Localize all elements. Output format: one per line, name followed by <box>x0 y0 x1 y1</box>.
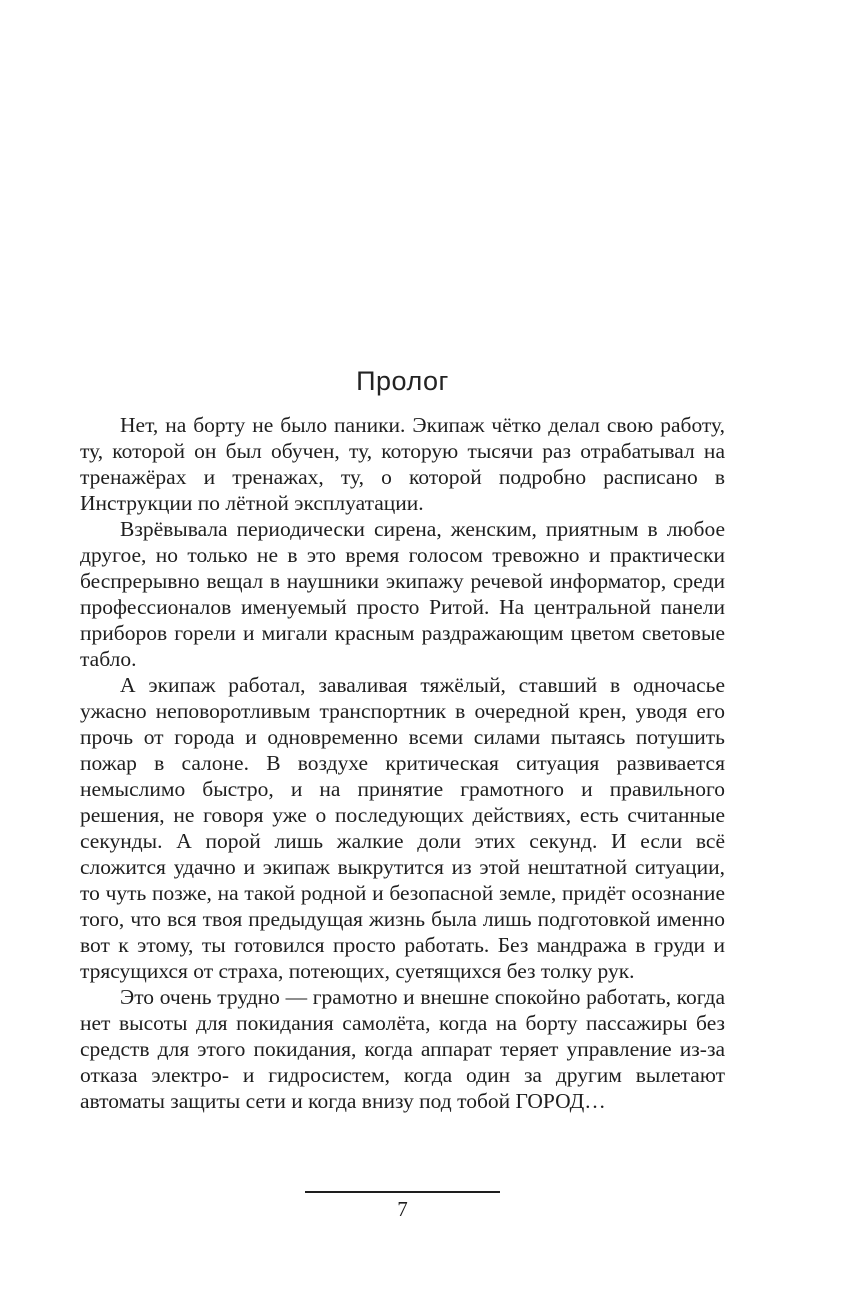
page-number: 7 <box>397 1197 408 1221</box>
paragraph: Нет, на борту не было паники. Экипаж чётко делал свою работу, ту, которой он был обучен, ту, которую тысячи раз отрабатывал на тренажёрах и тренажах, ту, о которой подробно расписано в Инструкции по лётной эксплуатации. <box>80 413 725 515</box>
body-text-column <box>80 412 725 1114</box>
page-footer <box>80 1191 725 1221</box>
chapter-title: Пролог <box>356 366 449 396</box>
paragraph: А экипаж работал, заваливая тяжёлый, ставший в одночасье ужасно неповоротливым транспортник в очередной крен, уводя его прочь от города и одновременно всеми силами пытаясь потушить пожар в салоне. В воздухе критическая ситуация развивается немыслимо быстро, и на принятие грамотного и правильного решения, не говоря уже о последующих действиях, есть считанные секунды. А порой лишь жалкие доли этих секунд. И если всё сложится удачно и экипаж выкрутится из этой нештатной ситуации, то чуть позже, на такой родной и безопасной земле, придёт осознание того, что вся твоя предыдущая жизнь была лишь подготовкой именно вот к этому, ты готовился просто работать. Без мандража в груди и трясущихся от страха, потеющих, суетящихся без толку рук. <box>80 673 725 983</box>
footer-rule <box>305 1191 500 1193</box>
paragraph: Это очень трудно — грамотно и внешне спокойно работать, когда нет высоты для покидания самолёта, когда на борту пассажиры без средств для этого покидания, когда аппарат теряет управление из-за отказа электро- и гидросистем, когда один за другим вылетают автоматы защиты сети и когда внизу под тобой ГОРОД… <box>80 985 725 1113</box>
paragraph: Взрёвывала периодически сирена, женским, приятным в любое другое, но только не в это время голосом тревожно и практически беспрерывно вещал в наушники экипажу речевой информатор, среди профессионалов именуемый просто Ритой. На центральной панели приборов горели и мигали красным раздражающим цветом световые табло. <box>80 517 725 671</box>
